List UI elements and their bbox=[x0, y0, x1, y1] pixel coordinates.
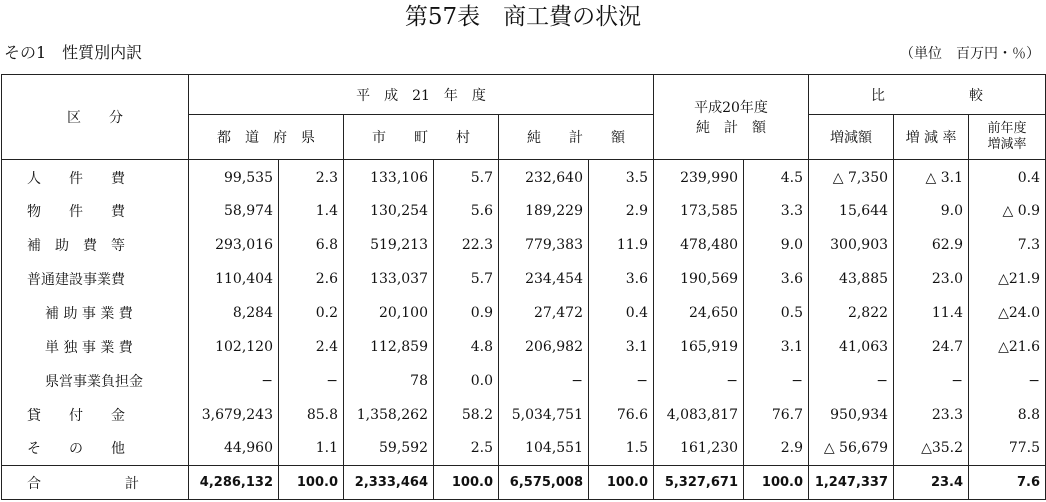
cell: 300,903 bbox=[809, 228, 894, 262]
unit-note: （単位 百万円・％） bbox=[900, 46, 1040, 62]
cell: 99,535 bbox=[189, 160, 279, 194]
cell: 0.4 bbox=[969, 160, 1046, 194]
cell: △ 7,350 bbox=[809, 160, 894, 194]
row-label bbox=[2, 194, 189, 228]
cell: 76.7 bbox=[744, 398, 809, 432]
cell: 2.5 bbox=[434, 432, 499, 466]
header-fy20-line2: 純 計 額 bbox=[696, 120, 767, 136]
cell: 3.5 bbox=[589, 160, 654, 194]
header-shichoson: 市 町 村 bbox=[344, 115, 499, 160]
cell: 27,472 bbox=[499, 296, 589, 330]
cell: 165,919 bbox=[654, 330, 744, 364]
cell: 58,974 bbox=[189, 194, 279, 228]
cell: 2.9 bbox=[744, 432, 809, 466]
cell: 3.1 bbox=[744, 330, 809, 364]
cell: 2,822 bbox=[809, 296, 894, 330]
cell: 232,640 bbox=[499, 160, 589, 194]
row-label bbox=[2, 398, 189, 432]
header-zennen-line2: 増減率 bbox=[987, 137, 1027, 152]
row-label bbox=[2, 160, 189, 194]
cell: 3.3 bbox=[744, 194, 809, 228]
cell: △ 56,679 bbox=[809, 432, 894, 466]
cell: 6.8 bbox=[279, 228, 344, 262]
cell: 478,480 bbox=[654, 228, 744, 262]
cell: − bbox=[279, 364, 344, 398]
cell: 11.4 bbox=[894, 296, 969, 330]
row-label-text: 補 助 費 等 bbox=[27, 237, 125, 254]
cell: 779,383 bbox=[499, 228, 589, 262]
row-label bbox=[2, 296, 189, 330]
cell: 112,859 bbox=[344, 330, 434, 364]
cell: 2.4 bbox=[279, 330, 344, 364]
cell: 0.4 bbox=[589, 296, 654, 330]
row-label-text: 物 件 費 bbox=[27, 203, 125, 220]
row-label-text: 補 助 事 業 費 bbox=[45, 305, 133, 322]
cell: 4.5 bbox=[744, 160, 809, 194]
cell: 9.0 bbox=[894, 194, 969, 228]
cell: 130,254 bbox=[344, 194, 434, 228]
cell: 23.4 bbox=[894, 466, 969, 500]
cell: 161,230 bbox=[654, 432, 744, 466]
cell: 4,286,132 bbox=[189, 466, 279, 500]
cell: 100.0 bbox=[744, 466, 809, 500]
table-row bbox=[2, 330, 1046, 364]
cell: 23.3 bbox=[894, 398, 969, 432]
cell: 133,106 bbox=[344, 160, 434, 194]
cell: 189,229 bbox=[499, 194, 589, 228]
cell: 104,551 bbox=[499, 432, 589, 466]
total-row bbox=[2, 466, 1046, 500]
cell: 24.7 bbox=[894, 330, 969, 364]
cell: 20,100 bbox=[344, 296, 434, 330]
row-label-text: 県営事業負担金 bbox=[45, 373, 143, 390]
cell: 6,575,008 bbox=[499, 466, 589, 500]
cell: 2.6 bbox=[279, 262, 344, 296]
cell: 3.6 bbox=[589, 262, 654, 296]
table-subtitle: その1 性質別内訳 bbox=[4, 43, 143, 62]
cell: 15,644 bbox=[809, 194, 894, 228]
cell: 5.7 bbox=[434, 262, 499, 296]
row-label-text: 合 計 bbox=[27, 475, 139, 492]
table-row bbox=[2, 262, 1046, 296]
row-label bbox=[2, 228, 189, 262]
cell: 950,934 bbox=[809, 398, 894, 432]
cell: 1.5 bbox=[589, 432, 654, 466]
cell: − bbox=[894, 364, 969, 398]
cell: 4.8 bbox=[434, 330, 499, 364]
cell: 102,120 bbox=[189, 330, 279, 364]
table-row bbox=[2, 364, 1046, 398]
cell: 4,083,817 bbox=[654, 398, 744, 432]
cell: 44,960 bbox=[189, 432, 279, 466]
header-zougen-ritsu: 増 減 率 bbox=[894, 115, 969, 160]
commerce-expense-table bbox=[1, 74, 1046, 500]
cell: 1,247,337 bbox=[809, 466, 894, 500]
cell: △ 0.9 bbox=[969, 194, 1046, 228]
table-row bbox=[2, 432, 1046, 466]
cell: 7.3 bbox=[969, 228, 1046, 262]
cell: 2.9 bbox=[589, 194, 654, 228]
cell: 293,016 bbox=[189, 228, 279, 262]
cell: 100.0 bbox=[589, 466, 654, 500]
cell: 77.5 bbox=[969, 432, 1046, 466]
row-label bbox=[2, 262, 189, 296]
cell: 173,585 bbox=[654, 194, 744, 228]
cell: 100.0 bbox=[434, 466, 499, 500]
cell: 76.6 bbox=[589, 398, 654, 432]
cell: 5,327,671 bbox=[654, 466, 744, 500]
cell: 0.0 bbox=[434, 364, 499, 398]
row-label-text: 人 件 費 bbox=[27, 170, 125, 187]
cell: 206,982 bbox=[499, 330, 589, 364]
header-fy20 bbox=[654, 75, 809, 160]
header-todofuken: 都 道 府 県 bbox=[189, 115, 344, 160]
cell: 9.0 bbox=[744, 228, 809, 262]
cell: 234,454 bbox=[499, 262, 589, 296]
cell: 7.6 bbox=[969, 466, 1046, 500]
cell: 5.6 bbox=[434, 194, 499, 228]
cell: 58.2 bbox=[434, 398, 499, 432]
cell: △35.2 bbox=[894, 432, 969, 466]
cell: 133,037 bbox=[344, 262, 434, 296]
row-label bbox=[2, 466, 189, 500]
cell: 0.9 bbox=[434, 296, 499, 330]
table-row bbox=[2, 228, 1046, 262]
cell: − bbox=[969, 364, 1046, 398]
cell: 5,034,751 bbox=[499, 398, 589, 432]
cell: 5.7 bbox=[434, 160, 499, 194]
cell: 85.8 bbox=[279, 398, 344, 432]
table-row bbox=[2, 398, 1046, 432]
cell: − bbox=[654, 364, 744, 398]
cell: △24.0 bbox=[969, 296, 1046, 330]
cell: − bbox=[499, 364, 589, 398]
row-label bbox=[2, 364, 189, 398]
cell: 519,213 bbox=[344, 228, 434, 262]
header-kubun: 区 分 bbox=[2, 75, 189, 160]
table-row bbox=[2, 296, 1046, 330]
cell: 62.9 bbox=[894, 228, 969, 262]
cell: 59,592 bbox=[344, 432, 434, 466]
table-row bbox=[2, 194, 1046, 228]
cell: 239,990 bbox=[654, 160, 744, 194]
cell: 24,650 bbox=[654, 296, 744, 330]
cell: 8.8 bbox=[969, 398, 1046, 432]
header-hikaku: 比 較 bbox=[809, 75, 1046, 115]
cell: 1.4 bbox=[279, 194, 344, 228]
cell: − bbox=[589, 364, 654, 398]
row-label bbox=[2, 432, 189, 466]
row-label bbox=[2, 330, 189, 364]
cell: 23.0 bbox=[894, 262, 969, 296]
cell: 110,404 bbox=[189, 262, 279, 296]
cell: 3.1 bbox=[589, 330, 654, 364]
table-row bbox=[2, 160, 1046, 194]
cell: △ 3.1 bbox=[894, 160, 969, 194]
header-zougen-gaku: 増減額 bbox=[809, 115, 894, 160]
cell: 2.3 bbox=[279, 160, 344, 194]
header-zennen-line1: 前年度 bbox=[987, 121, 1027, 136]
cell: 11.9 bbox=[589, 228, 654, 262]
cell: 0.5 bbox=[744, 296, 809, 330]
cell: − bbox=[189, 364, 279, 398]
cell: 100.0 bbox=[279, 466, 344, 500]
cell: 41,063 bbox=[809, 330, 894, 364]
cell: △21.6 bbox=[969, 330, 1046, 364]
cell: 0.2 bbox=[279, 296, 344, 330]
cell: − bbox=[744, 364, 809, 398]
row-label-text: 単 独 事 業 費 bbox=[45, 339, 133, 356]
cell: 43,885 bbox=[809, 262, 894, 296]
header-fy20-line1: 平成20年度 bbox=[694, 100, 768, 116]
cell: − bbox=[809, 364, 894, 398]
table-body bbox=[2, 160, 1046, 500]
cell: 1,358,262 bbox=[344, 398, 434, 432]
cell: 78 bbox=[344, 364, 434, 398]
header-zennen bbox=[969, 115, 1046, 160]
cell: 190,569 bbox=[654, 262, 744, 296]
cell: 3,679,243 bbox=[189, 398, 279, 432]
row-label-text: 普通建設事業費 bbox=[27, 271, 125, 288]
table-title: 第57表 商工費の状況 bbox=[404, 4, 642, 30]
header-junkei: 純 計 額 bbox=[499, 115, 654, 160]
cell: 8,284 bbox=[189, 296, 279, 330]
cell: 3.6 bbox=[744, 262, 809, 296]
cell: 2,333,464 bbox=[344, 466, 434, 500]
cell: 1.1 bbox=[279, 432, 344, 466]
cell: 22.3 bbox=[434, 228, 499, 262]
row-label-text: 貸 付 金 bbox=[27, 407, 125, 424]
header-fy21: 平 成 21 年 度 bbox=[189, 75, 654, 115]
row-label-text: そ の 他 bbox=[27, 441, 125, 458]
cell: △21.9 bbox=[969, 262, 1046, 296]
